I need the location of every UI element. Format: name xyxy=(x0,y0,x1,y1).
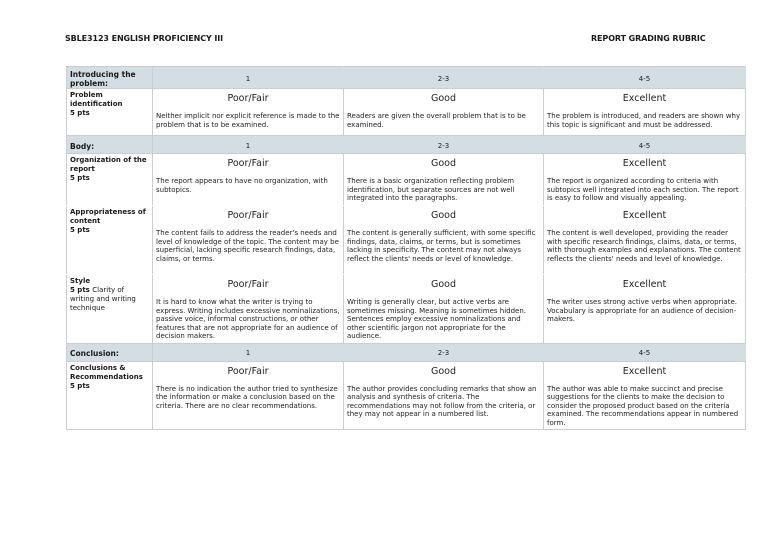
section-label: Body: xyxy=(67,136,153,154)
level-header: 1 xyxy=(153,343,344,361)
criterion-name: Appropriateness of content xyxy=(70,208,146,225)
rating-description: There is a basic organization reflecting problem identification, but separate sources are not well integrated into the paragraphs. xyxy=(347,177,515,202)
rating-label: Good xyxy=(430,279,457,290)
criterion-name: Organization of the report xyxy=(70,156,147,173)
rubric-cell xyxy=(153,361,344,430)
rating-label: Excellent xyxy=(622,365,667,377)
rating-description: The content is well developed, providing the reader with specific research findings, claims, data, or terms, with thorough examples and explanations. The content reflects the clients' needs and level of knowledge. xyxy=(547,229,741,263)
course-code-title: SBLE3123 ENGLISH PROFICIENCY III xyxy=(65,34,223,43)
rating-description: Neither implicit nor explicit reference is made to the problem that is to be examined. xyxy=(156,112,340,129)
rubric-title: REPORT GRADING RUBRIC xyxy=(591,34,706,43)
criterion-row-style xyxy=(67,275,746,344)
rating-label: Poor/Fair xyxy=(227,93,269,104)
level-header: 2-3 xyxy=(344,136,544,154)
rubric-cell xyxy=(544,206,746,275)
section-label: Conclusion: xyxy=(67,343,153,361)
rubric-cell xyxy=(544,89,746,136)
criterion-label xyxy=(67,206,153,275)
rating-description: The author was able to make succinct and precise suggestions for the clients to make the decision to consider the proposed product based on the criteria examined. The recommendations appear in numbered form. xyxy=(547,384,739,427)
criterion-row-organization xyxy=(67,154,746,206)
rating-label: Good xyxy=(430,158,457,169)
rubric-cell xyxy=(153,206,344,275)
rubric-cell xyxy=(344,154,544,206)
criterion-label xyxy=(67,154,153,206)
rating-description: Writing is generally clear, but active verbs are sometimes missing. Meaning is sometimes hidden. Sentences employ excessive nominalizations and other scientific jargon not appropriate for the audience. xyxy=(347,298,526,340)
rubric-cell xyxy=(544,361,746,430)
level-header: 1 xyxy=(153,136,344,154)
rubric-cell xyxy=(344,275,544,344)
rubric-table xyxy=(66,66,746,430)
criterion-points: 5 pts xyxy=(70,226,90,234)
rating-description: The report is organized according to criteria with subtopics well integrated into each section. The report is easy to follow and visually appealing. xyxy=(547,177,739,202)
rating-description: The content is generally sufficient, with some specific findings, data, claims, or terms, but is sometimes lacking in specificity. The content may not always reflect the clients' needs or level of knowledge. xyxy=(347,229,536,263)
rubric-cell xyxy=(344,89,544,136)
criterion-points: 5 pts xyxy=(70,381,90,390)
level-header: 1 xyxy=(153,67,344,89)
criterion-points: 5 pts xyxy=(70,174,90,182)
rating-description: The content fails to address the reader's needs and level of knowledge of the topic. The content may be superficial, lacking specific research findings, data, claims, or terms. xyxy=(156,229,339,263)
rating-description: The problem is introduced, and readers are shown why this topic is significant and must be addressed. xyxy=(547,112,741,129)
criterion-name: Problem identification xyxy=(70,91,123,108)
rating-description: There is no indication the author tried to synthesize the information or make a conclusion based on the criteria. There are no clear recommendations. xyxy=(156,384,338,410)
rating-description: The author provides concluding remarks that show an analysis and synthesis of criteria. The recommendations may not follow from the criteria, or they may not appear in a numbered list. xyxy=(347,384,537,418)
criterion-label xyxy=(67,361,153,430)
rating-description: Readers are given the overall problem that is to be examined. xyxy=(347,112,526,129)
criterion-label xyxy=(67,89,153,136)
criterion-points: 5 pts xyxy=(70,109,90,117)
rubric-cell xyxy=(153,154,344,206)
rating-description: The writer uses strong active verbs when appropriate. Vocabulary is appropriate for an audience of decision-makers. xyxy=(547,298,738,323)
rating-label: Poor/Fair xyxy=(227,158,269,169)
level-header: 2-3 xyxy=(344,343,544,361)
rating-label: Poor/Fair xyxy=(227,279,269,290)
rating-description: The report appears to have no organization, with subtopics. xyxy=(156,177,328,194)
section-header-introduction xyxy=(67,67,746,89)
rating-label: Excellent xyxy=(622,210,667,221)
rating-label: Good xyxy=(430,93,457,104)
rating-label: Poor/Fair xyxy=(227,365,269,377)
criterion-row-conclusions xyxy=(67,361,746,430)
section-header-conclusion xyxy=(67,343,746,361)
rating-label: Good xyxy=(430,365,457,377)
level-header: 4-5 xyxy=(544,136,746,154)
section-label: Introducing the problem: xyxy=(67,67,153,89)
rubric-cell xyxy=(153,275,344,344)
criterion-name: Style xyxy=(70,277,91,285)
criterion-points: 5 pts xyxy=(70,286,90,294)
rubric-cell xyxy=(344,206,544,275)
rubric-cell xyxy=(544,275,746,344)
rating-label: Good xyxy=(430,210,457,221)
rating-label: Excellent xyxy=(622,279,667,290)
rubric-cell xyxy=(544,154,746,206)
criterion-row-appropriateness xyxy=(67,206,746,275)
rating-description: It is hard to know what the writer is trying to express. Writing includes excessive nominalizations, passive voice, informal constructions, or other features that are not appropriate for an audience of decision makers. xyxy=(156,298,340,340)
criterion-row-problem-identification xyxy=(67,89,746,136)
rating-label: Excellent xyxy=(622,158,667,169)
criterion-note: Clarity of writing and writing technique xyxy=(70,286,136,312)
rating-label: Excellent xyxy=(622,93,667,104)
rubric-cell xyxy=(344,361,544,430)
criterion-label xyxy=(67,275,153,344)
section-header-body xyxy=(67,136,746,154)
rubric-cell xyxy=(153,89,344,136)
criterion-name: Conclusions & Recommendations xyxy=(70,363,143,381)
rating-label: Poor/Fair xyxy=(227,210,269,221)
level-header: 4-5 xyxy=(544,67,746,89)
level-header: 4-5 xyxy=(544,343,746,361)
level-header: 2-3 xyxy=(344,67,544,89)
